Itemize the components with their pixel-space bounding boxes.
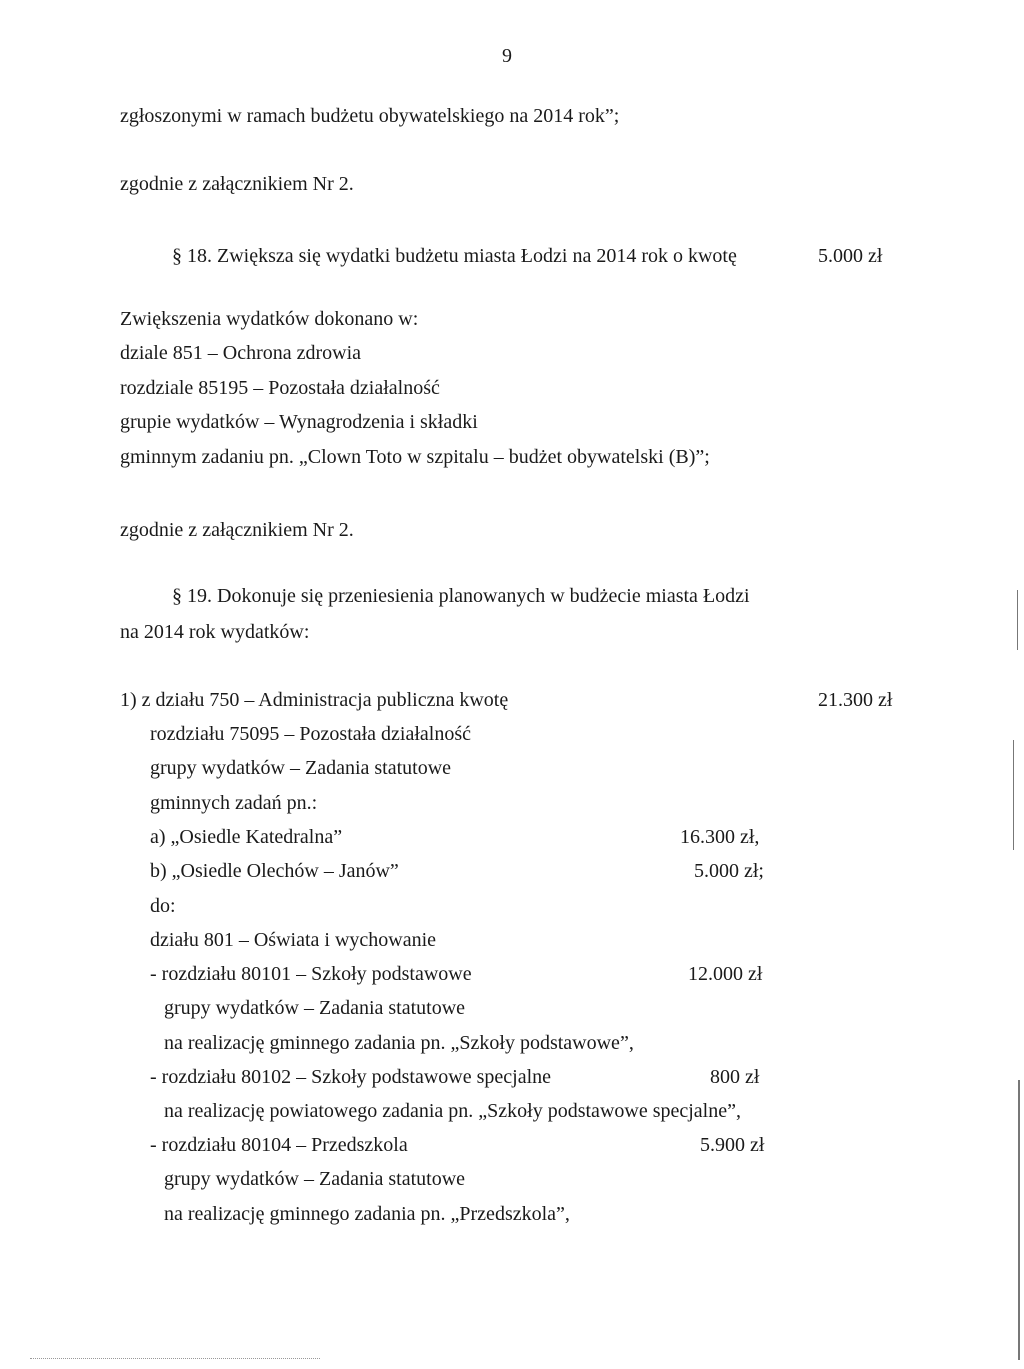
scan-artifact	[1018, 1080, 1020, 1360]
text-line: grupie wydatków – Wynagrodzenia i składki	[120, 411, 478, 433]
text-line: - rozdziału 80102 – Szkoły podstawowe specjalne	[150, 1066, 552, 1088]
text-line: działu 801 – Oświata i wychowanie	[150, 929, 437, 951]
amount: 16.300 zł,	[680, 826, 760, 848]
text-line: rozdziału 75095 – Pozostała działalność	[150, 723, 472, 745]
text-line: grupy wydatków – Zadania statutowe	[150, 757, 452, 779]
text-line: a) „Osiedle Katedralna”	[150, 826, 343, 848]
text-line: grupy wydatków – Zadania statutowe	[164, 1168, 466, 1190]
text-line: - rozdziału 80104 – Przedszkola	[150, 1134, 408, 1156]
amount: 5.000 zł;	[694, 860, 764, 882]
text-line: dziale 851 – Ochrona zdrowia	[120, 342, 362, 364]
text-line: gminnym zadaniu pn. „Clown Toto w szpitalu – budżet obywatelski (B)”;	[120, 446, 710, 468]
text-line: na realizację gminnego zadania pn. „Szkoły podstawowe”,	[164, 1032, 634, 1054]
amount: 12.000 zł	[688, 963, 763, 985]
scan-artifact	[1013, 740, 1014, 850]
text-line: na 2014 rok wydatków:	[120, 621, 310, 643]
amount: 800 zł	[710, 1066, 760, 1088]
amount: 21.300 zł	[818, 689, 893, 711]
paragraph-19-heading: § 19. Dokonuje się przeniesienia planowanych w budżecie miasta Łodzi	[172, 585, 750, 607]
text-line: b) „Osiedle Olechów – Janów”	[150, 860, 399, 882]
text-line: - rozdziału 80101 – Szkoły podstawowe	[150, 963, 472, 985]
text-line: na realizację powiatowego zadania pn. „Szkoły podstawowe specjalne”,	[164, 1100, 741, 1122]
text-line: gminnych zadań pn.:	[150, 792, 318, 814]
text-line: 1) z działu 750 – Administracja publiczna kwotę	[120, 689, 509, 711]
text-line: Zwiększenia wydatków dokonano w:	[120, 308, 419, 330]
scan-artifact	[1017, 590, 1018, 650]
page-number: 9	[502, 45, 512, 67]
amount: 5.900 zł	[700, 1134, 765, 1156]
text-line: zgłoszonymi w ramach budżetu obywatelskiego na 2014 rok”;	[120, 105, 620, 127]
text-line: zgodnie z załącznikiem Nr 2.	[120, 519, 354, 541]
text-line: rozdziale 85195 – Pozostała działalność	[120, 377, 440, 399]
scan-artifact	[30, 1358, 320, 1359]
text-line: grupy wydatków – Zadania statutowe	[164, 997, 466, 1019]
paragraph-18-heading: § 18. Zwiększa się wydatki budżetu miasta Łodzi na 2014 rok o kwotę	[172, 245, 737, 267]
amount: 5.000 zł	[818, 245, 883, 267]
text-line: zgodnie z załącznikiem Nr 2.	[120, 173, 354, 195]
text-line: na realizację gminnego zadania pn. „Przedszkola”,	[164, 1203, 570, 1225]
text-line: do:	[150, 895, 176, 917]
